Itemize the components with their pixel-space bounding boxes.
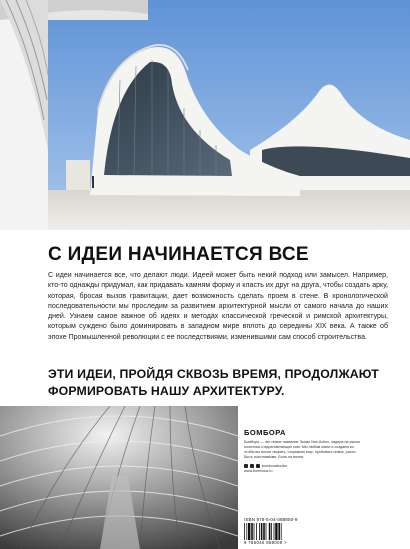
social-row — [244, 464, 364, 468]
facebook-icon — [244, 464, 248, 468]
social-handle: bomborabooks — [262, 464, 288, 468]
cover-photo-bottom — [0, 406, 238, 549]
headline: С ИДЕИ НАЧИНАЕТСЯ ВСЕ — [48, 244, 309, 265]
instagram-icon — [256, 464, 260, 468]
website-link: www.bombora.ru — [244, 469, 273, 473]
isbn-label: ISBN 978-5-04-088800-9 — [244, 517, 298, 522]
publisher-block — [244, 428, 364, 473]
cover-photo-top — [0, 0, 410, 230]
barcode-number: 9 785040 888009 > — [244, 540, 288, 545]
vk-icon — [250, 464, 254, 468]
publisher-logo: БОМБОРА — [244, 428, 286, 437]
publisher-blurb: Бомбора — это новое название Эксмо Non-fiction, лидера на рынке полезных и вдохновляющих книг. Мы любим книги и создаем их, чтобы вы могли творить, открывать мир, пробовать новое, расти. Быть счастливыми. Быть на волне. — [244, 440, 361, 459]
body-paragraph: С идеи начинается все, что делают люди. Идеей может быть некий подход или замысел. Например, кто-то однажды придумал, как придавать камням форму и класть их друг на друга, чтобы создать арку, которая, бросая вызов гравитации, дает возможность сделать проем в стене. В хронологической последовательности мы проследим за развитием архитектурной мысли от самого начала до наших дней. Узнаем самое важное об идеях и методах классической греческой и римской архитектуры, которым суждено было доминировать в западном мире вплоть до середины XIX века. А также об эпохе Промышленной революции с ее последствиями, изменившими сам способ строительства. — [48, 272, 388, 341]
subheadline: ЭТИ ИДЕИ, ПРОЙДЯ СКВОЗЬ ВРЕМЯ, ПРОДОЛЖАЮТ ФОРМИРОВАТЬ НАШУ АРХИТЕКТУРУ. — [48, 367, 379, 398]
